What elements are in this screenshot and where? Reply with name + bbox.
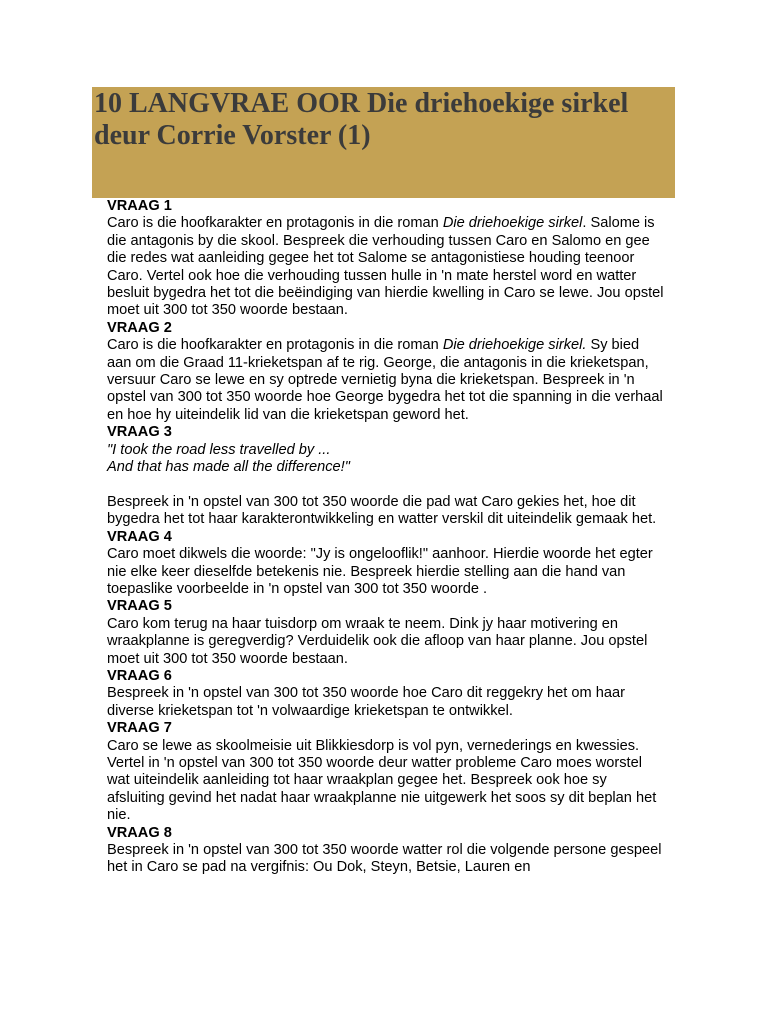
question-heading-4: VRAAG 4 — [107, 528, 172, 545]
document-title: 10 LANGVRAE OOR Die driehoekige sirkel deur Corrie Vorster (1) — [94, 88, 629, 151]
question-text-2: Caro is die hoofkarakter en protagonis in die roman Die driehoekige sirkel. Sy bied aan om die Graad 11-krieketspan af te rig. George, die antagonis in die krieketspan, versuur Caro se lewe en sy optrede vernietig byna die krieketspan. Bespreek in 'n opstel van 300 tot 350 woorde hoe George bygedra het tot die spanning in die verhaal en hoe hy uiteindelik lid van die krieketspan geword het. — [107, 337, 663, 423]
question-text-6: Bespreek in 'n opstel van 300 tot 350 woorde hoe Caro dit reggekry het om haar diverse krieketspan tot 'n volwaardige krieketspan te ontwikkel. — [107, 685, 625, 719]
question-heading-6: VRAAG 6 — [107, 667, 172, 684]
question-heading-7: VRAAG 7 — [107, 720, 172, 737]
question-heading-3: VRAAG 3 — [107, 424, 172, 441]
title-banner — [92, 87, 675, 198]
question-text-4: Caro moet dikwels die woorde: "Jy is ongelooflik!" aanhoor. Hierdie woorde het egter nie elke keer dieselfde betekenis nie. Bespreek hierdie stelling aan die hand van toepaslike voorbeelde in 'n opstel van 300 tot 350 woorde . — [107, 546, 653, 597]
poem-quote-line-1: "I took the road less travelled by ... — [107, 441, 331, 458]
questions-list — [107, 198, 667, 877]
question-text-5: Caro kom terug na haar tuisdorp om wraak te neem. Dink jy haar motivering en wraakplanne is geregverdig? Verduidelik ook die afloop van haar planne. Jou opstel moet uit 300 tot 350 woorde bestaan. — [107, 615, 648, 667]
poem-quote-line-2: And that has made all the difference!" — [107, 459, 350, 476]
question-heading-2: VRAAG 2 — [107, 319, 172, 336]
question-text-8: Bespreek in 'n opstel van 300 tot 350 woorde watter rol die volgende persone gespeel het in Caro se pad na vergifnis: Ou Dok, Steyn, Betsie, Lauren en — [107, 842, 662, 876]
question-heading-1: VRAAG 1 — [107, 198, 172, 214]
spacer — [107, 477, 667, 494]
question-heading-5: VRAAG 5 — [107, 598, 172, 615]
question-heading-8: VRAAG 8 — [107, 824, 172, 841]
question-text-3: Bespreek in 'n opstel van 300 tot 350 woorde die pad wat Caro gekies het, hoe dit bygedra het tot haar karakterontwikkeling en watter verskil dit uiteindelik gemaak het. — [107, 493, 657, 528]
book-title: Die driehoekige sirkel — [442, 215, 583, 232]
question-text-7: Caro se lewe as skoolmeisie uit Blikkiesdorp is vol pyn, vernederings en kwessies. Vertel in 'n opstel van 300 tot 350 woorde deur watter probleme Caro moes worstel wat uiteindelik aanleiding tot haar wraakplan gegee het. Bespreek ook hoe sy afsluiting gevind het nadat haar wraakplanne nie uitgewerk het soos sy dit beplan het nie. — [107, 737, 657, 824]
question-text-1: Caro is die hoofkarakter en protagonis in die roman Die driehoekige sirkel. Salome is die antagonis by die skool. Bespreek die verhouding tussen Caro en Salomo en gee die redes wat aanleiding gegee het tot Salome se antagonistiese houding teenoor Caro. Vertel ook hoe die verhouding tussen hulle in 'n mate herstel word en watter besluit bygedra het tot die beëindiging van hierdie kwelling in Caro se lewe. Jou opstel moet uit 300 tot 350 woorde bestaan. — [107, 215, 664, 319]
book-title: Die driehoekige sirkel. — [442, 337, 587, 354]
